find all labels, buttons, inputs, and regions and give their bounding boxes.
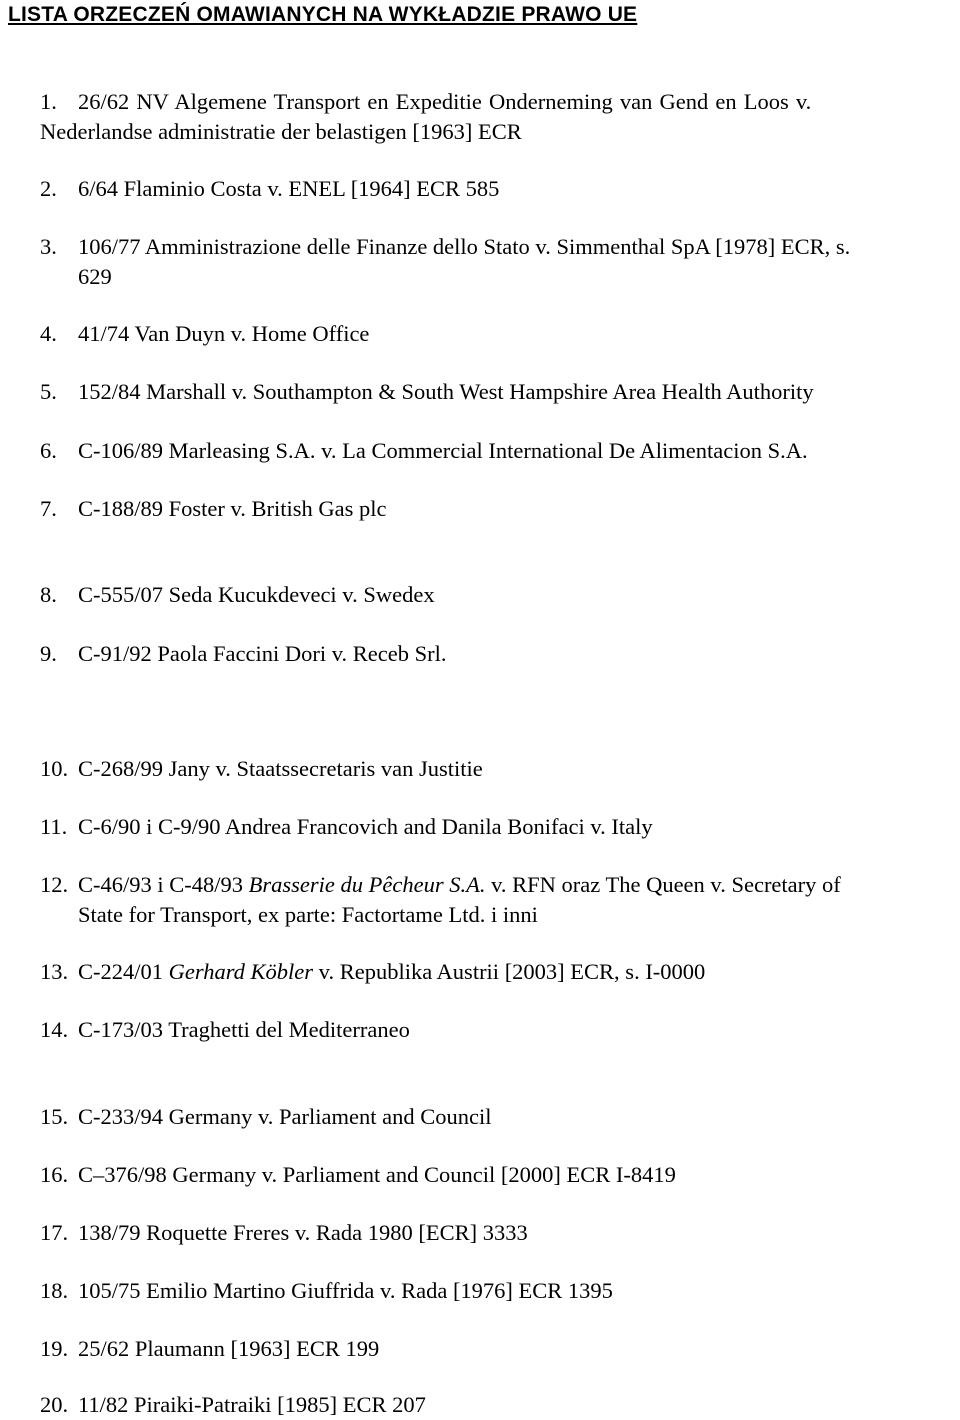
list-item-number: 12. — [40, 872, 69, 897]
list-item-text — [78, 494, 956, 523]
list-item — [40, 319, 956, 348]
list-item-number: 8. — [40, 582, 57, 607]
page-title: LISTA ORZECZEŃ OMAWIANYCH NA WYKŁADZIE PRAWO UE — [8, 3, 638, 26]
list-item — [40, 436, 956, 465]
list-item-line — [78, 870, 956, 899]
list-item — [40, 1102, 956, 1131]
list-item-line: 138/79 Roquette Freres v. Rada 1980 [ECR] 3333 — [78, 1220, 528, 1245]
list-item-text — [78, 1102, 956, 1131]
list-item-text — [78, 639, 956, 668]
list-item — [40, 1334, 956, 1363]
case-number: C-224/01 — [78, 959, 169, 984]
list-item-line: C–376/98 Germany v. Parliament and Council [2000] ECR I-8419 — [78, 1162, 676, 1187]
list-item-line: C-173/03 Traghetti del Mediterraneo — [78, 1017, 410, 1042]
list-item-line: 106/77 Amministrazione delle Finanze dello Stato v. Simmenthal SpA [1978] ECR, s. — [78, 234, 851, 259]
list-item-text — [78, 754, 956, 783]
list-item-text — [78, 174, 956, 203]
list-item — [40, 639, 956, 668]
list-item-number: 7. — [40, 496, 57, 521]
list-item-line: 41/74 Van Duyn v. Home Office — [78, 321, 370, 346]
list-item-number: 13. — [40, 959, 69, 984]
list-item-number: 15. — [40, 1104, 69, 1129]
list-item — [40, 754, 956, 783]
list-item-text — [78, 870, 956, 929]
list-item-text — [78, 377, 956, 406]
list-item — [40, 494, 956, 523]
case-rest: v. RFN oraz The Queen v. Secretary of — [485, 872, 841, 897]
case-party-italic: Brasserie du Pêcheur S.A. — [248, 872, 486, 897]
case-number: C-46/93 i C-48/93 — [78, 872, 249, 897]
list-item-line: C-188/89 Foster v. British Gas plc — [78, 496, 387, 521]
list-item-text — [78, 436, 956, 465]
list-item — [40, 1276, 956, 1305]
list-item-text — [40, 87, 956, 146]
list-item-line: C-233/94 Germany v. Parliament and Council — [78, 1104, 492, 1129]
list-item-number: 16. — [40, 1162, 69, 1187]
list-item — [40, 87, 956, 146]
list-item — [40, 1015, 956, 1044]
list-item — [40, 580, 956, 609]
list-item-text — [78, 1160, 956, 1189]
list-item-line: C-555/07 Seda Kucukdeveci v. Swedex — [78, 582, 435, 607]
list-item-text — [78, 1218, 956, 1247]
list-item-line: C-106/89 Marleasing S.A. v. La Commercial International De Alimentacion S.A. — [78, 438, 808, 463]
list-item — [40, 1390, 956, 1419]
list-item-line: 26/62 NV Algemene Transport en Expeditie Onderneming van Gend en Loos v. — [78, 89, 812, 114]
list-item — [40, 957, 956, 986]
list-item-line: C-6/90 i C-9/90 Andrea Francovich and Danila Bonifaci v. Italy — [78, 814, 653, 839]
list-item — [40, 1218, 956, 1247]
list-item-line: 25/62 Plaumann [1963] ECR 199 — [78, 1336, 380, 1361]
list-item-text — [78, 319, 956, 348]
list-item — [40, 812, 956, 841]
list-item-number: 18. — [40, 1278, 69, 1303]
list-item-number: 6. — [40, 438, 57, 463]
case-party-italic: Gerhard Köbler — [168, 959, 314, 984]
list-item-text — [78, 232, 956, 291]
list-item-number: 1. — [40, 89, 57, 114]
list-item-number: 11. — [40, 814, 68, 839]
list-item-line: C-91/92 Paola Faccini Dori v. Receb Srl. — [78, 641, 447, 666]
list-item-line: 105/75 Emilio Martino Giuffrida v. Rada [1976] ECR 1395 — [78, 1278, 613, 1303]
list-item-number: 19. — [40, 1336, 69, 1361]
list-item — [40, 870, 956, 929]
list-item-line — [78, 957, 956, 986]
list-item-text — [78, 1276, 956, 1305]
list-item-line-continued: 629 — [78, 264, 112, 289]
case-rest: v. Republika Austrii [2003] ECR, s. I-0000 — [313, 959, 706, 984]
list-item-line: 152/84 Marshall v. Southampton & South West Hampshire Area Health Authority — [78, 379, 814, 404]
list-item-line-continued: State for Transport, ex parte: Factortame Ltd. i inni — [78, 902, 538, 927]
list-item-line-continued: Nederlandse administratie der belastigen [1963] ECR — [40, 119, 522, 144]
list-item-text — [78, 957, 956, 986]
list-item-number: 10. — [40, 756, 69, 781]
list-item-number: 2. — [40, 176, 57, 201]
list-item-number: 14. — [40, 1017, 69, 1042]
list-item-number: 17. — [40, 1220, 69, 1245]
list-item-line: 6/64 Flaminio Costa v. ENEL [1964] ECR 585 — [78, 176, 500, 201]
list-item-line: C-268/99 Jany v. Staatssecretaris van Justitie — [78, 756, 483, 781]
list-item — [40, 1160, 956, 1189]
list-item — [40, 174, 956, 203]
list-item-text — [78, 1390, 956, 1419]
list-item-line: 11/82 Piraiki-Patraiki [1985] ECR 207 — [78, 1392, 426, 1417]
list-item-number: 5. — [40, 379, 57, 404]
list-item-text — [78, 1015, 956, 1044]
list-item-text — [78, 1334, 956, 1363]
list-item-text — [78, 812, 956, 841]
list-item-number: 3. — [40, 234, 57, 259]
list-item-text — [78, 580, 956, 609]
list-item-number: 4. — [40, 321, 57, 346]
list-item-number: 20. — [40, 1392, 69, 1417]
list-item — [40, 232, 956, 291]
list-item-number: 9. — [40, 641, 57, 666]
list-item — [40, 377, 956, 406]
